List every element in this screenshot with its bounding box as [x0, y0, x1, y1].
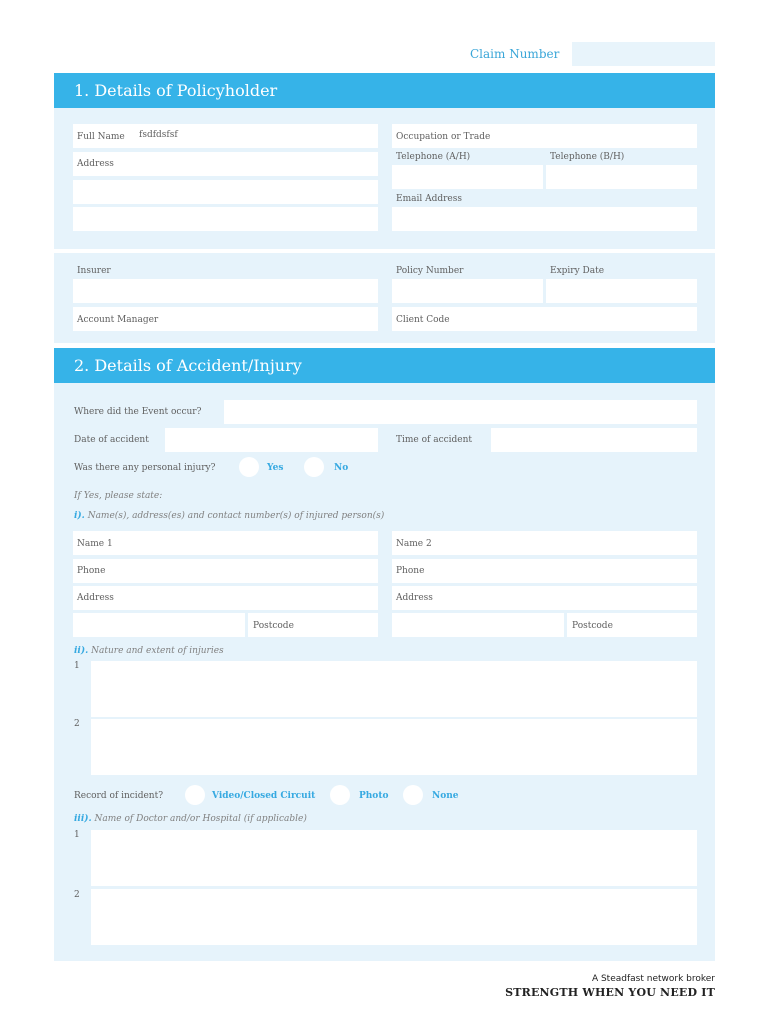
postcode1-label: Postcode	[253, 621, 294, 631]
full-name-label: Full Name	[77, 132, 125, 142]
part-ii-text: Nature and extent of injuries	[91, 646, 224, 656]
postcode2-label: Postcode	[572, 621, 613, 631]
claim-number-field[interactable]	[572, 42, 715, 66]
part-iii-heading	[74, 813, 307, 825]
address-field-1[interactable]	[73, 152, 378, 176]
part-ii-heading	[74, 645, 224, 657]
name2-field[interactable]	[392, 531, 697, 555]
tel-bh-field[interactable]	[546, 165, 697, 189]
part-ii-number: ii).	[74, 646, 89, 656]
time-field[interactable]	[491, 428, 697, 452]
address1-label: Address	[77, 593, 114, 603]
address-field-2[interactable]	[73, 180, 378, 204]
doctor-row2-field[interactable]	[91, 889, 697, 945]
video-label: Video/Closed Circuit	[212, 791, 316, 801]
name2-label: Name 2	[396, 539, 432, 549]
insurer-field[interactable]	[73, 279, 378, 303]
phone1-label: Phone	[77, 566, 106, 576]
email-field[interactable]	[392, 207, 697, 231]
photo-radio[interactable]	[330, 785, 350, 805]
none-radio[interactable]	[403, 785, 423, 805]
date-field[interactable]	[165, 428, 378, 452]
address1-line2-field[interactable]	[73, 613, 245, 637]
tel-ah-field[interactable]	[392, 165, 543, 189]
injury-row2-number: 2	[74, 719, 80, 729]
section2-header: 2. Details of Accident/Injury	[54, 348, 715, 383]
part-i-number: i).	[74, 511, 85, 521]
email-label: Email Address	[396, 194, 462, 204]
injury-row1-field[interactable]	[91, 661, 697, 717]
tel-ah-label: Telephone (A/H)	[396, 152, 471, 162]
occupation-label: Occupation or Trade	[396, 132, 491, 142]
injury-row1-number: 1	[74, 661, 80, 671]
if-yes-note: If Yes, please state:	[74, 491, 163, 501]
address2-field[interactable]	[392, 586, 697, 610]
phone1-field[interactable]	[73, 559, 378, 583]
address2-line2-field[interactable]	[392, 613, 564, 637]
network-tagline: A Steadfast network broker	[591, 974, 715, 984]
injury-row2-field[interactable]	[91, 719, 697, 775]
part-iii-number: iii).	[74, 814, 92, 824]
expiry-date-field[interactable]	[546, 279, 697, 303]
address-label: Address	[77, 159, 114, 169]
part-iii-text: Name of Doctor and/or Hospital (if applicable)	[94, 814, 307, 824]
full-name-value: fsdfdsfsf	[139, 130, 178, 140]
injury-no-label: No	[334, 463, 349, 473]
client-code-label: Client Code	[396, 315, 450, 325]
photo-label: Photo	[359, 791, 389, 801]
part-i-heading	[74, 510, 384, 522]
policy-number-label: Policy Number	[396, 266, 464, 276]
where-field[interactable]	[224, 400, 697, 424]
time-label: Time of accident	[396, 435, 473, 445]
injury-yes-radio[interactable]	[239, 457, 259, 477]
insurer-label: Insurer	[77, 266, 111, 276]
injury-yes-label: Yes	[267, 463, 284, 473]
expiry-date-label: Expiry Date	[550, 266, 605, 276]
date-label: Date of accident	[74, 435, 149, 445]
phone2-field[interactable]	[392, 559, 697, 583]
video-radio[interactable]	[185, 785, 205, 805]
name1-label: Name 1	[77, 539, 113, 549]
account-manager-label: Account Manager	[77, 315, 159, 325]
none-label: None	[432, 791, 459, 801]
address-field-3[interactable]	[73, 207, 378, 231]
name1-field[interactable]	[73, 531, 378, 555]
policy-number-field[interactable]	[392, 279, 543, 303]
address1-field[interactable]	[73, 586, 378, 610]
record-label: Record of incident?	[74, 791, 164, 801]
phone2-label: Phone	[396, 566, 425, 576]
doctor-row1-number: 1	[74, 830, 80, 840]
part-i-text: Name(s), address(es) and contact number(s) of injured person(s)	[87, 511, 385, 521]
address2-label: Address	[396, 593, 433, 603]
doctor-row1-field[interactable]	[91, 830, 697, 886]
injury-no-radio[interactable]	[304, 457, 324, 477]
section1-header: 1. Details of Policyholder	[54, 73, 715, 108]
injury-question: Was there any personal injury?	[74, 463, 216, 473]
slogan: STRENGTH WHEN YOU NEED IT	[505, 986, 715, 999]
tel-bh-label: Telephone (B/H)	[550, 152, 625, 162]
where-label: Where did the Event occur?	[74, 407, 202, 417]
claim-number-label: Claim Number	[470, 47, 560, 61]
doctor-row2-number: 2	[74, 890, 80, 900]
